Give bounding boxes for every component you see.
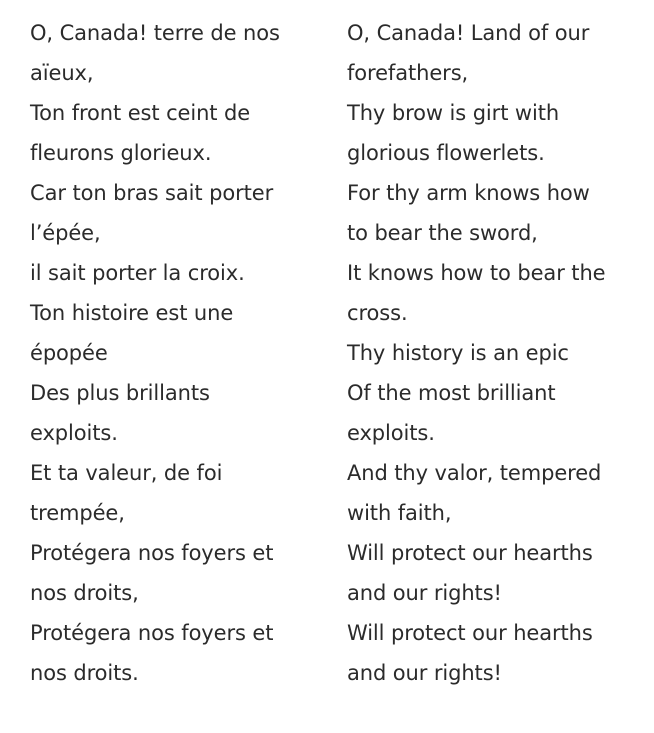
english-line: cross. xyxy=(347,301,408,325)
english-line: Will protect our hearths xyxy=(347,541,593,565)
english-line: Will protect our hearths xyxy=(347,621,593,645)
french-line: trempée, xyxy=(30,501,125,525)
french-line: Et ta valeur, de foi xyxy=(30,461,223,485)
french-line-pair xyxy=(30,653,330,733)
french-line-pair xyxy=(30,333,330,413)
english-line: and our rights! xyxy=(347,661,502,685)
english-line-pair xyxy=(347,173,647,253)
english-line-pair xyxy=(347,13,647,93)
english-line: Thy brow is girt with xyxy=(347,101,560,125)
english-line: and our rights! xyxy=(347,581,502,605)
french-line: O, Canada! terre de nos xyxy=(30,21,280,45)
french-line: nos droits, xyxy=(30,581,139,605)
french-line: aïeux, xyxy=(30,61,94,85)
english-line: O, Canada! Land of our xyxy=(347,21,590,45)
french-line: nos droits. xyxy=(30,661,139,685)
english-line-pair xyxy=(347,93,647,173)
french-line: Protégera nos foyers et xyxy=(30,621,274,645)
english-line: Of the most brilliant xyxy=(347,381,556,405)
french-line: exploits. xyxy=(30,421,118,445)
french-line: Ton front est ceint de xyxy=(30,101,251,125)
french-lyrics-column xyxy=(30,13,330,733)
french-line: Ton histoire est une xyxy=(30,301,234,325)
french-line-pair xyxy=(30,93,330,173)
english-line: to bear the sword, xyxy=(347,221,538,245)
english-line-pair xyxy=(347,333,647,413)
english-line-pair xyxy=(347,573,647,653)
french-line: Des plus brillants xyxy=(30,381,210,405)
french-line: fleurons glorieux. xyxy=(30,141,212,165)
english-line: Thy history is an epic xyxy=(347,341,569,365)
english-line: And thy valor, tempered xyxy=(347,461,602,485)
french-line: il sait porter la croix. xyxy=(30,261,245,285)
french-line-pair xyxy=(30,573,330,653)
english-line: forefathers, xyxy=(347,61,469,85)
english-line: For thy arm knows how xyxy=(347,181,590,205)
french-line-pair xyxy=(30,413,330,493)
french-line: l’épée, xyxy=(30,221,101,245)
french-line-pair xyxy=(30,13,330,93)
french-line-pair xyxy=(30,253,330,333)
english-line-pair xyxy=(347,493,647,573)
english-line-pair xyxy=(347,253,647,333)
french-line-pair xyxy=(30,173,330,253)
french-line-pair xyxy=(30,493,330,573)
french-line: épopée xyxy=(30,341,108,365)
english-line: exploits. xyxy=(347,421,435,445)
english-line: glorious flowerlets. xyxy=(347,141,545,165)
french-line: Protégera nos foyers et xyxy=(30,541,274,565)
english-line: with faith, xyxy=(347,501,452,525)
french-line: Car ton bras sait porter xyxy=(30,181,274,205)
english-lyrics-column xyxy=(347,13,647,733)
english-line: It knows how to bear the xyxy=(347,261,606,285)
english-line-pair xyxy=(347,653,647,733)
english-line-pair xyxy=(347,413,647,493)
